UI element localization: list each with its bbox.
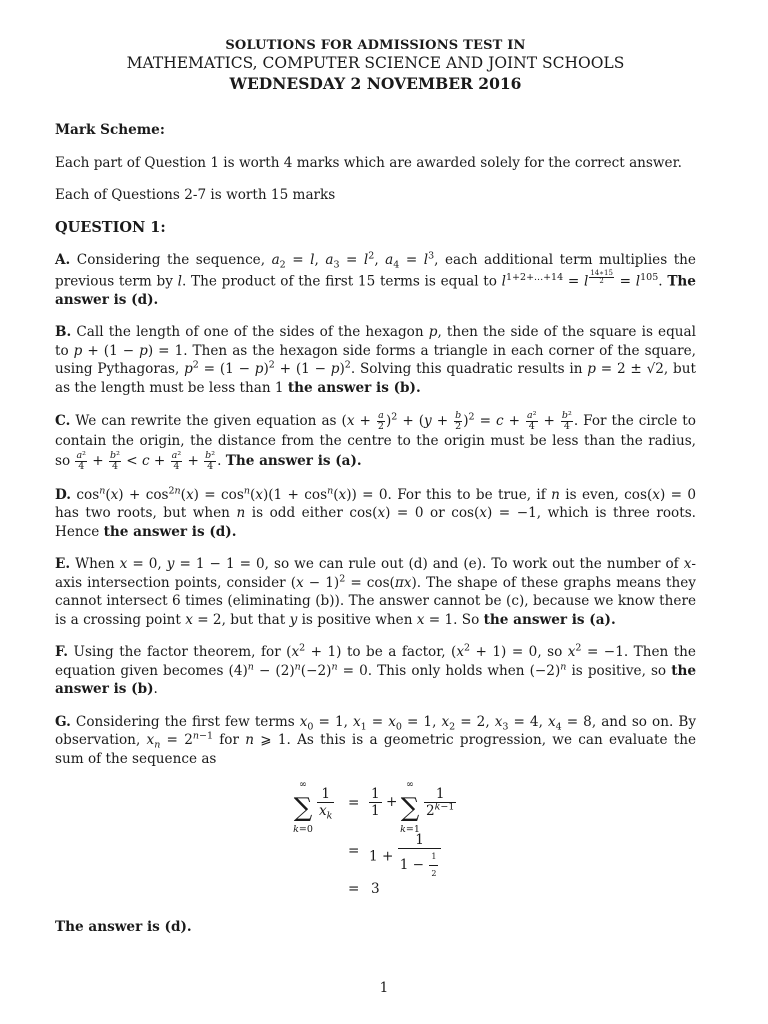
part-e-label: E.: [55, 556, 71, 573]
part-f-answer: the answer is (b): [55, 662, 696, 698]
document-header: [55, 38, 696, 95]
part-e: E. When x = 0, y = 1 − 1 = 0, so we can rule out (d) and (e). To work out the number of x-axis intersection points, consider $(x - 1)^2 = \cos(\pi x)$. The shape of these graphs means they cannot intersect 6 times (eliminating (b)). The answer cannot be (c), because we know there is a crossing point x = 2, but that y is positive when x = 1. So the answer is (a).: [55, 556, 696, 628]
part-c-answer: The answer is (a).: [225, 452, 362, 469]
part-e-answer: the answer is (a).: [483, 611, 616, 628]
part-c: C. We can rewrite the given equation as (x + $\frac{a}{2}$ )$^2$ + (y + $\frac{b}{2}$ )$^2$ = c + $\frac{\text{a²}}{4}$ + $\frac{\text{b²}}{4}$ . For the circle to contain the origin, the distance from the centre to the origin must be less than the radius, so $\frac{\text{a²}}{4}$ + $\frac{\text{b²}}{4}$ < c + $\frac{\text{a²}}{4}$ + $\frac{\text{b²}}{4}$ . The answer is (a).: [55, 410, 696, 472]
part-d-answer: the answer is (d).: [103, 523, 237, 540]
sum-equation-display: ∞ ∑ k=0 $\frac{1}{x_k}$ = $\frac{1}{1}$ + ∞ ∑ k=1 $\frac{1}{2^{k-1}}$ = 1 + 1 1 − $\frac{1}{2}$ = 3: [293, 779, 455, 898]
mark-scheme-paragraph-2: Each of Questions 2-7 is worth 15 marks: [55, 187, 336, 203]
part-f: F. Using the factor theorem, for $(x^2 + 1)$ to be a factor, $(x^2 + 1) = 0$, so $x^2 = -1$. Then the equation given becomes $(4)^n - (2)^n(-2)^n = 0$. This only holds when $(-2)^n$ is positive, so the answer is (b).: [55, 642, 696, 698]
part-a-answer: The answer is (d).: [55, 273, 696, 308]
part-b-answer: the answer is (b).: [287, 379, 421, 396]
part-a: A. Considering the sequence, $a_2 = l$, $a_3 = l^2$, $a_4 = l^3$, each additional term multiplies the previous term by l. The product of the first 15 terms is equal to $l^{1+2+...+14} = l$ $^{\frac{14∗15}{2}}$ = $l^{105}$. The answer is (d).: [55, 250, 696, 308]
part-a-label: A.: [55, 252, 71, 268]
part-f-label: F.: [55, 644, 69, 661]
question-1-heading: QUESTION 1:: [55, 218, 166, 236]
part-d: D. $\cos^n(x) + \cos^{2n}(x) = \cos^n(x)(1 + \cos^n(x)) = 0$. For this to be true, if n is even, cos(x) = 0 has two roots, but when n is odd either cos(x) = 0 or cos(x) = −1, which is three roots. Hence the answer is (d).: [55, 485, 696, 540]
part-b: B. Call the length of one of the sides of the hexagon p, then the side of the square is equal to p + (1 − p) = 1. Then as the hexagon side forms a triangle in each corner of the square, using Pythagoras, $p^2 = (1 - p)^2 + (1 - p)^2$. Solving this quadratic results in p = 2 ± √2, but as the length must be less than 1 the answer is (b).: [55, 324, 697, 396]
part-c-label: C.: [55, 413, 71, 430]
document-page: [55, 38, 696, 937]
part-d-label: D.: [55, 486, 72, 503]
part-g-label: G.: [55, 713, 71, 730]
header-line-1: SOLUTIONS FOR ADMISSIONS TEST IN: [225, 38, 526, 53]
mark-scheme-paragraph-1: Each part of Question 1 is worth 4 marks which are awarded solely for the correct answer.: [55, 154, 682, 171]
part-g-answer: The answer is (d).: [55, 919, 192, 936]
header-line-2: MATHEMATICS, COMPUTER SCIENCE AND JOINT SCHOOLS: [126, 54, 625, 72]
page-number: 1: [379, 980, 389, 996]
part-g: G. Considering the first few terms $x_0 = 1$, $x_1 = x_0 = 1$, $x_2 = 2$, $x_3 = 4$, $x_4 = 8$, and so on. By observation, $x_n = 2^{n-1}$ for n ⩾ 1. As this is a geometric progression, we can evaluate the sum of the sequence as: [55, 713, 697, 767]
part-b-label: B.: [55, 324, 72, 341]
mark-scheme-heading: Mark Scheme:: [55, 122, 165, 138]
header-line-3: WEDNESDAY 2 NOVEMBER 2016: [229, 74, 522, 93]
